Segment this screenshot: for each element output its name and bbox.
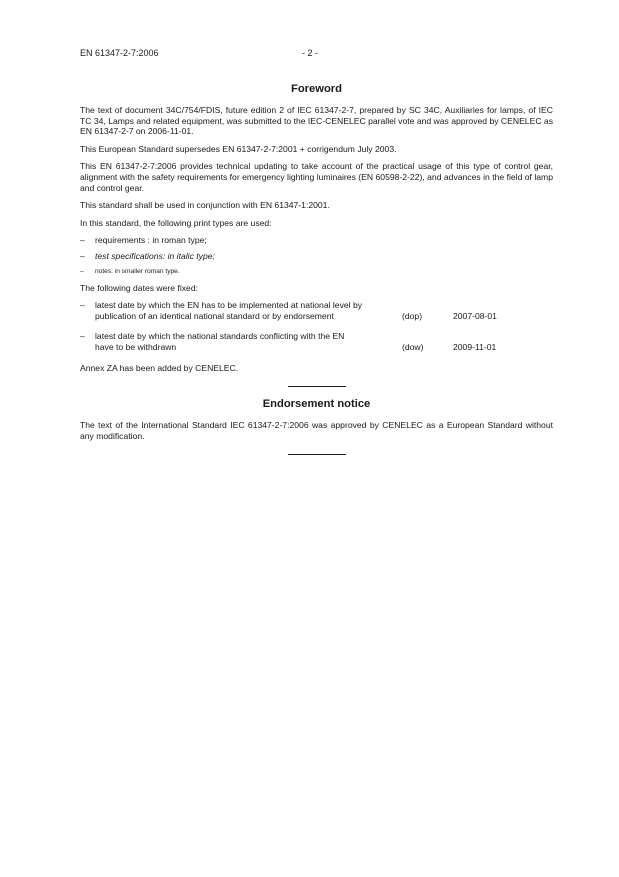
section-divider [288, 454, 346, 455]
date-abbreviation: (dow) [402, 341, 424, 352]
annex-note: Annex ZA has been added by CENELEC. [80, 362, 239, 373]
dash-bullet: – [80, 235, 85, 246]
date-row-dow [80, 331, 553, 352]
date-row-dop [80, 300, 553, 321]
dates-table [80, 300, 553, 352]
foreword-paragraph-1: The text of document 34C/754/FDIS, future edition 2 of IEC 61347-2-7, prepared by SC 34C, Auxiliaries for lamps, of IEC TC 34, Lamps and related equipment, was submitted to the IEC-CENELEC parallel vote and was approved by CENELEC as EN 61347-2-7 on 2006-11-01. [80, 105, 553, 137]
print-types-list [80, 235, 553, 275]
date-description: latest date by which the EN has to be implemented at national level by publication of an identical national standard or by endorsement [95, 300, 363, 321]
foreword-heading: Foreword [291, 83, 342, 95]
page-header [80, 48, 539, 60]
print-types-intro: In this standard, the following print types are used: [80, 217, 272, 228]
list-item-text: test specifications: in italic type; [95, 250, 215, 261]
list-item [80, 251, 553, 262]
page-number: - 2 - [302, 48, 319, 58]
section-divider [288, 386, 346, 387]
endorsement-heading: Endorsement notice [262, 398, 371, 411]
list-item-text: requirements : in roman type; [95, 235, 207, 246]
date-value: 2007-08-01 [453, 310, 497, 321]
endorsement-text: The text of the International Standard IEC 61347-2-7:2006 was approved by CENELEC as a European Standard without any modification. [80, 420, 553, 441]
foreword-paragraph-2: This European Standard supersedes EN 61347-2-7:2001 + corrigendum July 2003. [80, 143, 397, 154]
list-item-text: notes: in smaller roman type. [95, 267, 180, 275]
list-item [80, 267, 553, 276]
foreword-paragraph-3: This EN 61347-2-7:2006 provides technical updating to take account of the practical usage of this type of control gear, alignment with the safety requirements for emergency lighting luminaires (EN 60598-2-22), and advances in the field of lamp and control gear. [80, 161, 553, 193]
dash-bullet: – [80, 250, 85, 261]
date-value: 2009-11-01 [453, 341, 497, 352]
page-content [80, 82, 553, 465]
dash-bullet: – [80, 331, 85, 342]
foreword-paragraph-4: This standard shall be used in conjunction with EN 61347-1:2001. [80, 200, 330, 211]
dates-intro: The following dates were fixed: [80, 282, 198, 293]
dash-bullet: – [80, 267, 84, 275]
date-description: latest date by which the national standards conflicting with the EN have to be withdrawn [95, 331, 345, 352]
date-abbreviation: (dop) [402, 310, 423, 321]
dash-bullet: – [80, 300, 85, 311]
document-code: EN 61347-2-7:2006 [80, 48, 159, 58]
list-item [80, 235, 553, 246]
